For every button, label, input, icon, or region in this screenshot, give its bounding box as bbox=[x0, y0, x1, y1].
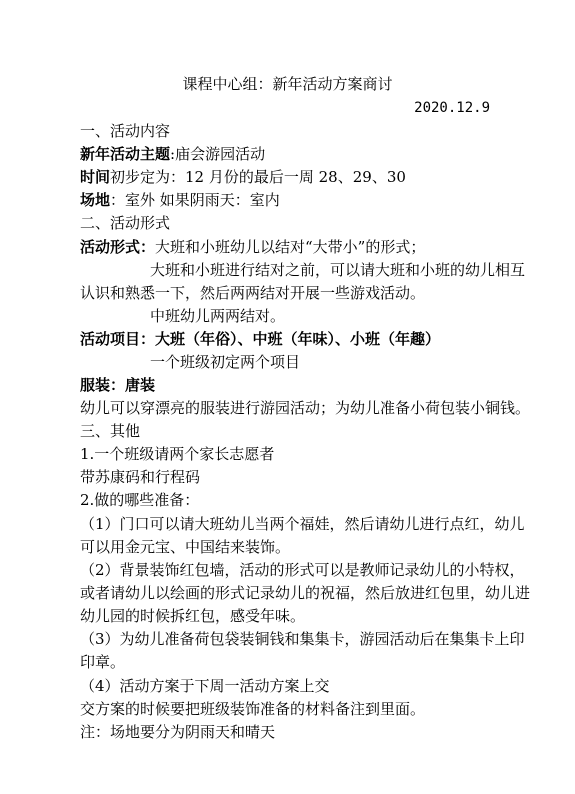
venue-note: 注：场地要分为阴雨天和晴天 bbox=[80, 723, 276, 741]
time-line bbox=[80, 166, 406, 188]
prep-3-line-1: （3）为幼儿准备荷包袋装铜钱和集集卡，游园活动后在集集卡上印 bbox=[80, 630, 525, 648]
other-item-2: 2.做的哪些准备： bbox=[80, 491, 200, 509]
prep-1-line-1: （1）门口可以请大班幼儿当两个福娃，然后请幼儿进行点红，幼儿 bbox=[80, 515, 525, 533]
theme-value: :庙会游园活动 bbox=[170, 145, 266, 163]
place-label: 场地 bbox=[80, 191, 111, 209]
doc-date: 2020.12.9 bbox=[414, 100, 490, 116]
theme-label: 新年活动主题 bbox=[80, 145, 171, 163]
section-2-heading: 二、活动形式 bbox=[80, 214, 171, 232]
form-value: 大班和小班幼儿以结对“大带小”的形式； bbox=[155, 238, 426, 256]
project-line bbox=[80, 328, 440, 350]
project-value: 大班（年俗）、中班（年味）、小班（年趣） bbox=[155, 330, 441, 348]
place-line bbox=[80, 189, 280, 211]
theme-line bbox=[80, 143, 265, 165]
prep-2-line-3: 幼儿园的时候拆红包，感受年味。 bbox=[80, 607, 306, 625]
other-item-1: 1.一个班级请两个家长志愿者 bbox=[80, 445, 275, 463]
prep-1-line-2: 可以用金元宝、中国结来装饰。 bbox=[80, 538, 291, 556]
form-paragraph-line-2: 认识和熟悉一下，然后两两结对开展一些游戏活动。 bbox=[80, 284, 426, 302]
prep-4-line-2: 交方案的时候要把班级装饰准备的材料备注到里面。 bbox=[80, 700, 426, 718]
dress-text: 幼儿可以穿漂亮的服装进行游园活动；为幼儿准备小荷包装小铜钱。 bbox=[80, 399, 531, 417]
form-label: 活动形式： bbox=[80, 238, 156, 256]
form-paragraph-3: 中班幼儿两两结对。 bbox=[150, 307, 286, 325]
place-value: ：室外 如果阴雨天：室内 bbox=[110, 191, 280, 209]
other-item-1b: 带苏康码和行程码 bbox=[80, 468, 201, 486]
project-label: 活动项目： bbox=[80, 330, 156, 348]
prep-2-line-1: （2）背景装饰红包墙，活动的形式可以是教师记录幼儿的小特权， bbox=[80, 561, 525, 579]
dress-heading: 服装：唐装 bbox=[80, 376, 156, 394]
doc-title: 课程中心组：新年活动方案商讨 bbox=[182, 75, 393, 93]
project-note: 一个班级初定两个项目 bbox=[150, 353, 301, 371]
section-1-heading: 一、活动内容 bbox=[80, 122, 171, 140]
prep-4-line-1: （4）活动方案于下周一活动方案上交 bbox=[80, 677, 330, 695]
prep-2-line-2: 或者请幼儿以绘画的形式记录幼儿的祝福，然后放进红包里，幼儿进 bbox=[80, 584, 531, 602]
section-3-heading: 三、其他 bbox=[80, 422, 141, 440]
time-label: 时间 bbox=[80, 168, 111, 186]
form-paragraph-line-1: 大班和小班进行结对之前，可以请大班和小班的幼儿相互 bbox=[150, 261, 526, 279]
prep-3-line-2: 印章。 bbox=[80, 653, 126, 671]
time-value: 初步定为：12 月份的最后一周 28、29、30 bbox=[110, 168, 406, 186]
form-line bbox=[80, 236, 425, 258]
